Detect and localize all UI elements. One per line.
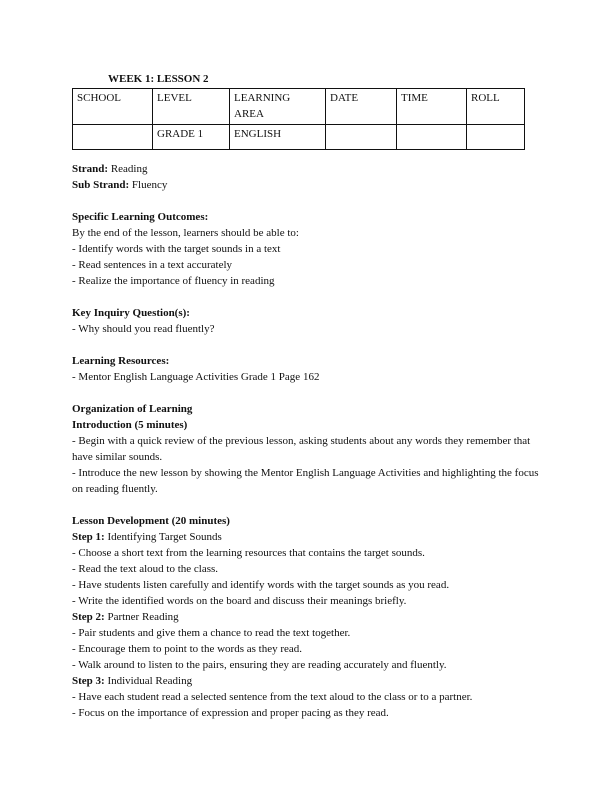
list-item: - Write the identified words on the board and discuss their meanings briefly. — [72, 595, 407, 607]
list-item: - Walk around to listen to the pairs, ensuring they are reading accurately and fluently. — [72, 659, 447, 671]
cell-school — [73, 125, 153, 150]
header-school: SCHOOL — [73, 89, 153, 125]
introduction-heading: Introduction (5 minutes) — [72, 419, 188, 431]
list-item: - Mentor English Language Activities Grade 1 Page 162 — [72, 371, 320, 383]
sub-strand-line — [72, 177, 542, 193]
list-item: - Have each student read a selected sentence from the text aloud to the class or to a partner. — [72, 691, 473, 703]
sub-strand-value: Fluency — [129, 179, 168, 191]
cell-date — [326, 125, 397, 150]
step-1-heading: Step 1: Identifying Target Sounds — [72, 531, 222, 543]
inquiry-heading: Key Inquiry Question(s): — [72, 307, 190, 319]
organization-heading: Organization of Learning — [72, 403, 193, 415]
header-learning-area: LEARNING AREA — [230, 89, 326, 125]
step-3-heading: Step 3: Individual Reading — [72, 675, 193, 687]
header-time: TIME — [397, 89, 467, 125]
strand-value: Reading — [108, 163, 148, 175]
header-roll: ROLL — [467, 89, 525, 125]
header-date: DATE — [326, 89, 397, 125]
table-header-row — [73, 89, 525, 125]
list-item: - Realize the importance of fluency in reading — [72, 275, 275, 287]
header-level: LEVEL — [153, 89, 230, 125]
list-item: - Encourage them to point to the words as they read. — [72, 643, 303, 655]
lesson-body — [72, 161, 542, 721]
list-item: - Choose a short text from the learning resources that contains the target sounds. — [72, 547, 425, 559]
development-heading: Lesson Development (20 minutes) — [72, 515, 230, 527]
strand-line — [72, 161, 542, 177]
outcomes-intro: By the end of the lesson, learners should be able to: — [72, 227, 299, 239]
list-item: - Pair students and give them a chance to read the text together. — [72, 627, 351, 639]
list-item: - Read the text aloud to the class. — [72, 563, 219, 575]
list-item: - Read sentences in a text accurately — [72, 259, 233, 271]
list-item: - Introduce the new lesson by showing the Mentor English Language Activities and highlighting the focus on reading fluently. — [72, 467, 539, 495]
strand-label: Strand: — [72, 163, 109, 175]
list-item: - Have students listen carefully and identify words with the target sounds as you read. — [72, 579, 450, 591]
cell-roll — [467, 125, 525, 150]
cell-time — [397, 125, 467, 150]
list-item: - Begin with a quick review of the previous lesson, asking students about any words they remember that have similar sounds. — [72, 435, 531, 463]
list-item: - Why should you read fluently? — [72, 323, 215, 335]
sub-strand-label: Sub Strand: — [72, 179, 130, 191]
cell-learning-area: ENGLISH — [230, 125, 326, 150]
table-row — [73, 125, 525, 150]
cell-level: GRADE 1 — [153, 125, 230, 150]
list-item: - Identify words with the target sounds in a text — [72, 243, 281, 255]
step-2-heading: Step 2: Partner Reading — [72, 611, 179, 623]
outcomes-heading: Specific Learning Outcomes: — [72, 211, 209, 223]
lesson-info-table — [72, 88, 525, 150]
lesson-title: WEEK 1: LESSON 2 — [108, 73, 209, 85]
list-item: - Focus on the importance of expression and proper pacing as they read. — [72, 707, 389, 719]
resources-heading: Learning Resources: — [72, 355, 170, 367]
